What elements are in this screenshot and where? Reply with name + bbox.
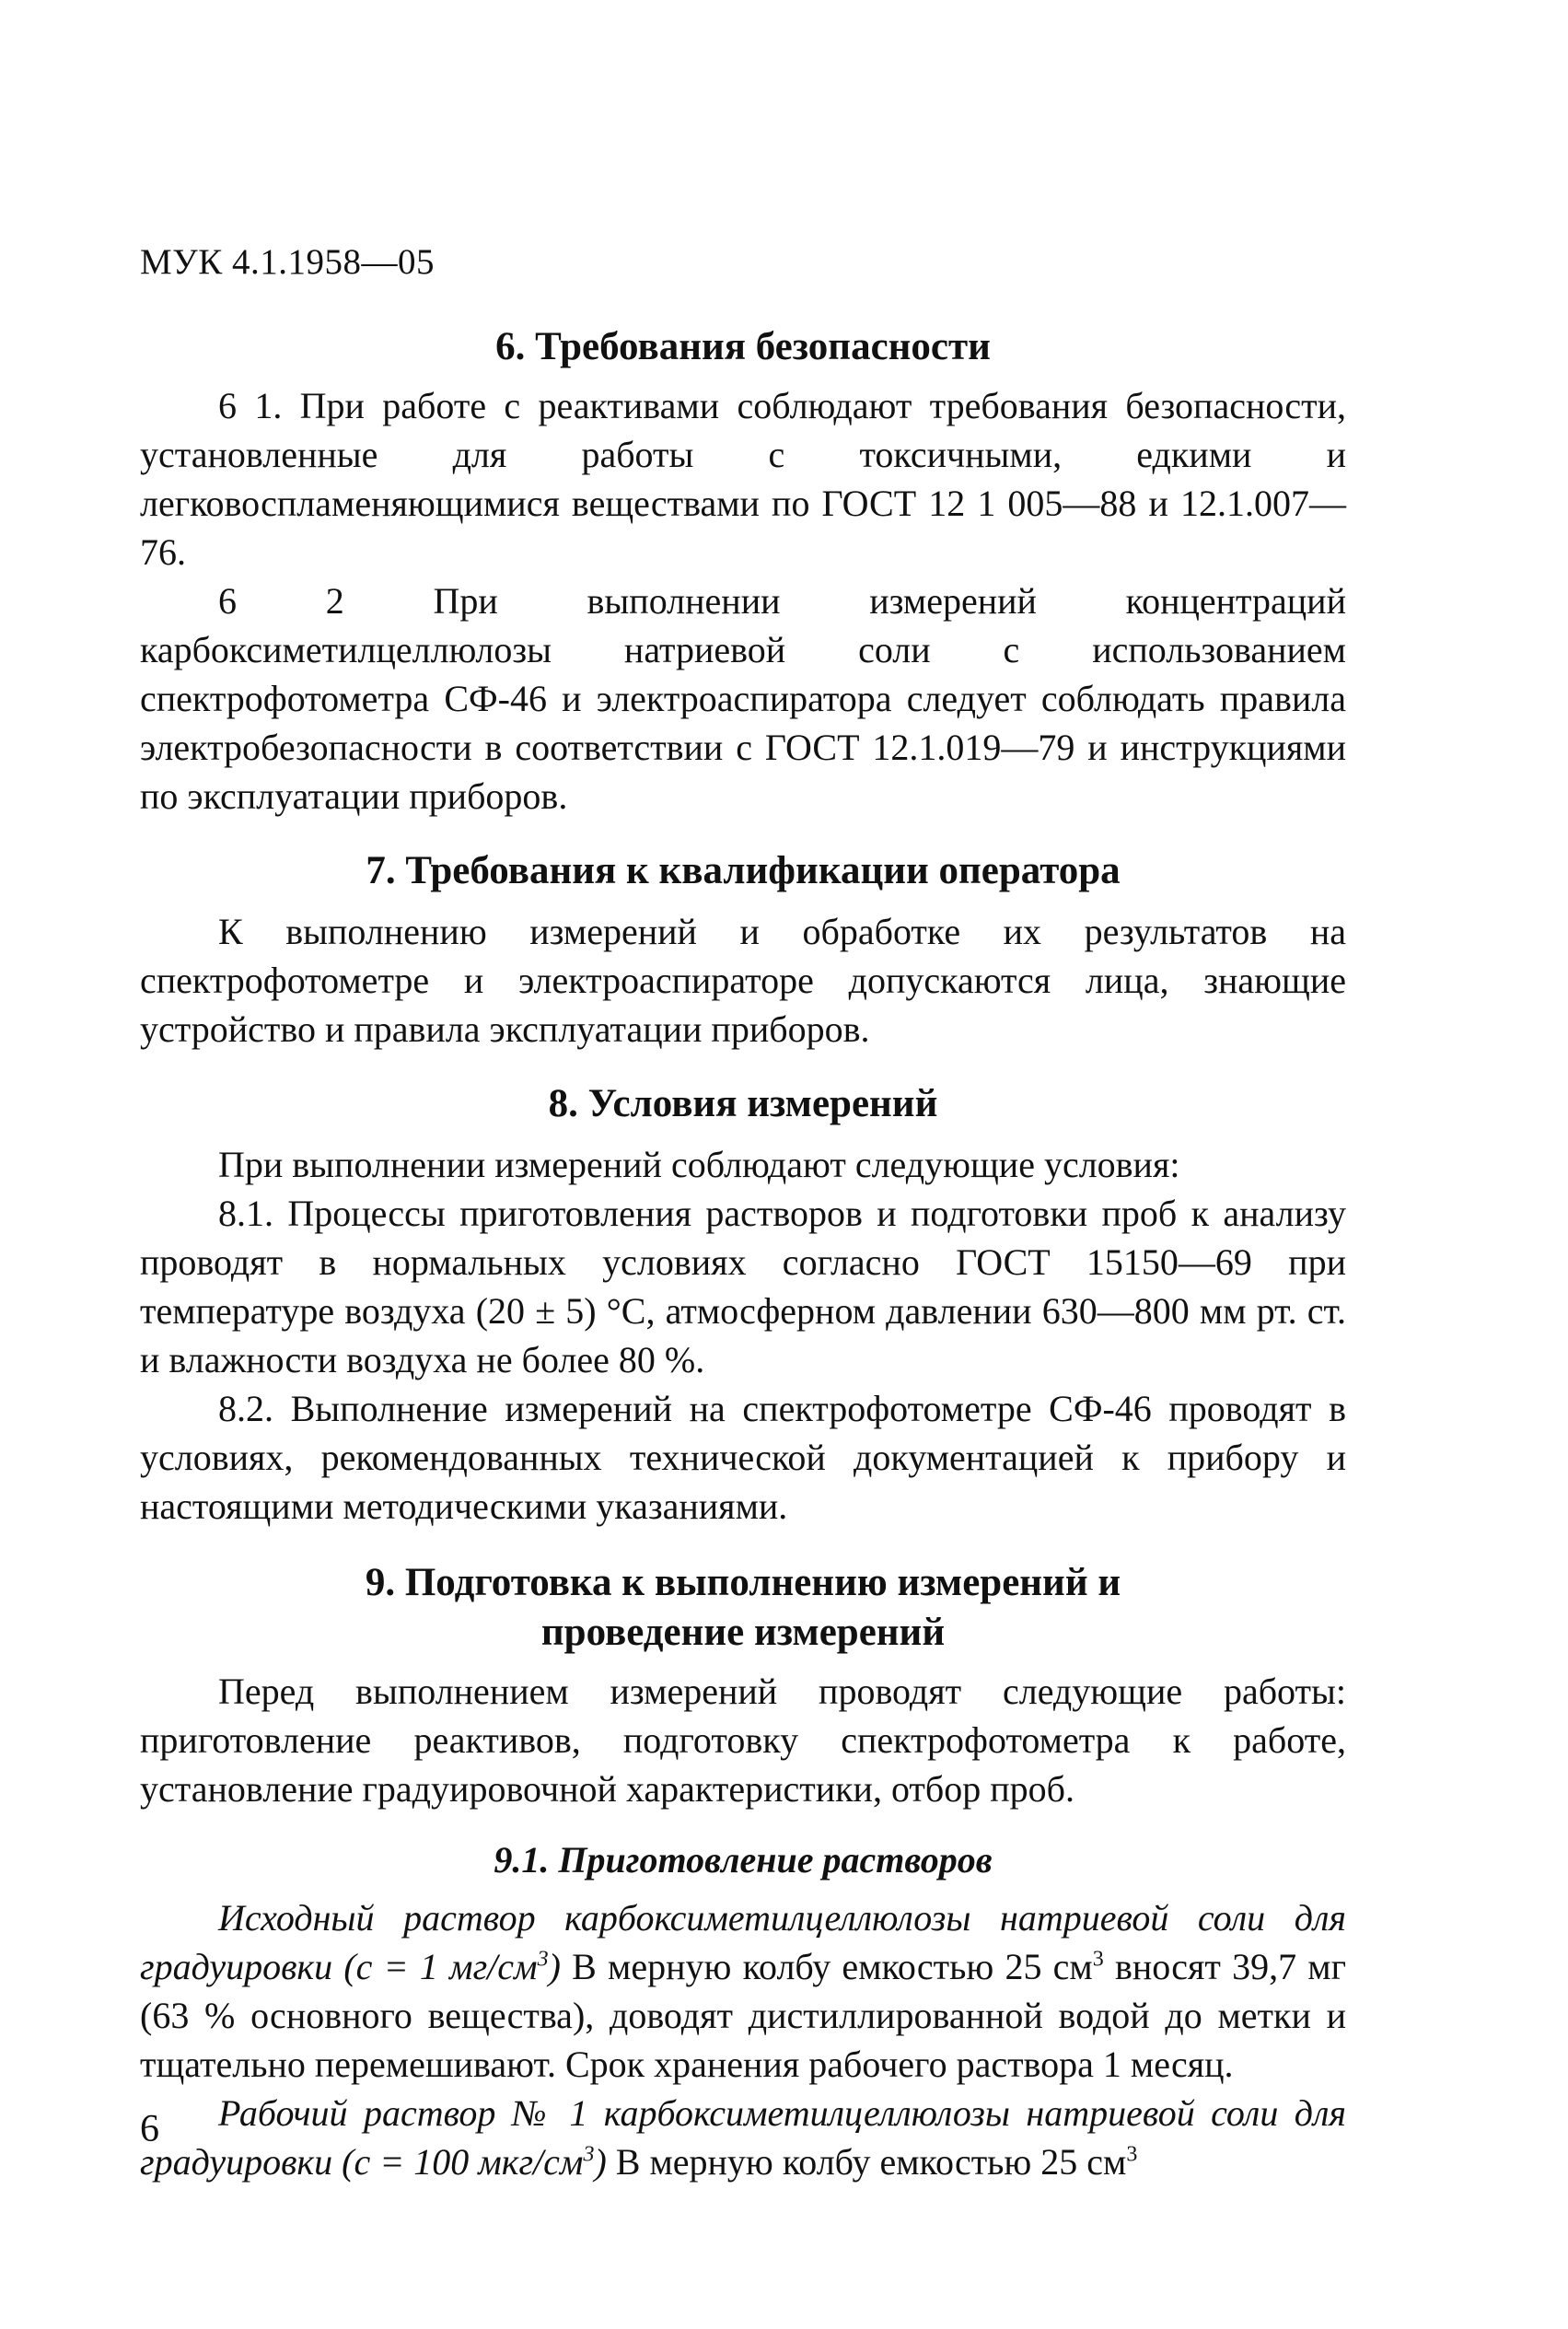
stock-solution-heading-text: Исходный раствор карбоксиметилцеллюлозы натриевой соли для градуировки (с = 1 мг/см <box>140 1897 1346 1987</box>
section-6-paragraph-2: 6 2 При выполнении измерений концентраций карбоксиметилцеллюлозы натриевой соли с использованием спектрофотометра СФ-46 и электроаспиратора следует соблюдать правила электробезопасности в соответствии с ГОСТ 12.1.019—79 и инструкциями по эксплуатации приборов. <box>140 580 1346 817</box>
working-solution-heading-close: ) <box>594 2141 607 2183</box>
working-solution-paragraph <box>140 2089 1346 2186</box>
working-solution-volume-superscript: 3 <box>1126 2142 1138 2167</box>
section-6-title: 6. Требования безопасности <box>495 325 991 368</box>
section-9-title-line-2: проведение измерений <box>540 1611 946 1654</box>
subsection-9-1-title: 9.1. Приготовление растворов <box>494 1839 993 1881</box>
page-number: 6 <box>140 2108 159 2150</box>
stock-solution-heading-superscript: 3 <box>537 1947 549 1972</box>
section-8-paragraph-3: 8.2. Выполнение измерений на спектрофотометре СФ-46 проводят в условиях, рекомендованных технической документацией к прибору и настоящими методическими указаниями. <box>140 1388 1346 1527</box>
section-6-paragraph-1: 6 1. При работе с реактивами соблюдают требования безопасности, установленные для работы с токсичными, едкими и легковоспламеняющимися веществами по ГОСТ 12 1 005—88 и 12.1.007—76. <box>140 385 1346 573</box>
stock-solution-text-a: В мерную колбу емкостью 25 см <box>560 1946 1093 1987</box>
section-9-title-line-1: 9. Подготовка к выполнению измерений и <box>365 1561 1121 1604</box>
document-code: МУК 4.1.1958—05 <box>140 242 436 282</box>
stock-solution-volume-superscript: 3 <box>1092 1947 1104 1972</box>
working-solution-text-a: В мерную колбу емкостью 25 см <box>606 2141 1127 2183</box>
section-9-paragraph-1: Перед выполнением измерений проводят следующие работы: приготовление реактивов, подготовку спектрофотометра к работе, установление градуировочной характеристики, отбор проб. <box>140 1671 1346 1810</box>
working-solution-heading-superscript: 3 <box>583 2142 595 2167</box>
page-content <box>140 322 1346 2186</box>
section-7-title: 7. Требования к квалификации оператора <box>366 849 1121 892</box>
working-solution-heading-text: Рабочий раствор № 1 карбоксиметилцеллюлозы натриевой соли для градуировки (с = 100 мкг/см <box>140 2092 1346 2183</box>
stock-solution-paragraph <box>140 1893 1346 2089</box>
section-8-paragraph-1: При выполнении измерений соблюдают следующие условия: <box>218 1144 1180 1185</box>
section-8-title: 8. Условия измерений <box>548 1082 938 1125</box>
section-7-paragraph-1: К выполнению измерений и обработке их результатов на спектрофотометре и электроаспираторе допускаются лица, знающие устройство и правила эксплуатации приборов. <box>140 911 1346 1050</box>
section-9-title <box>140 1558 1346 1658</box>
stock-solution-heading-close: ) <box>548 1946 561 1987</box>
section-8-paragraph-2: 8.1. Процессы приготовления растворов и подготовки проб к анализу проводят в нормальных условиях согласно ГОСТ 15150—69 при температуре воздуха (20 ± 5) °С, атмосферном давлении 630—800 мм рт. ст. и влажности воздуха не более 80 %. <box>140 1193 1346 1380</box>
stock-solution-text-b: вносят 39,7 мг (63 % основного вещества), доводят дистиллированной водой до метки и тщательно перемешивают. Срок хранения рабочего раствора 1 месяц. <box>140 1946 1347 2085</box>
